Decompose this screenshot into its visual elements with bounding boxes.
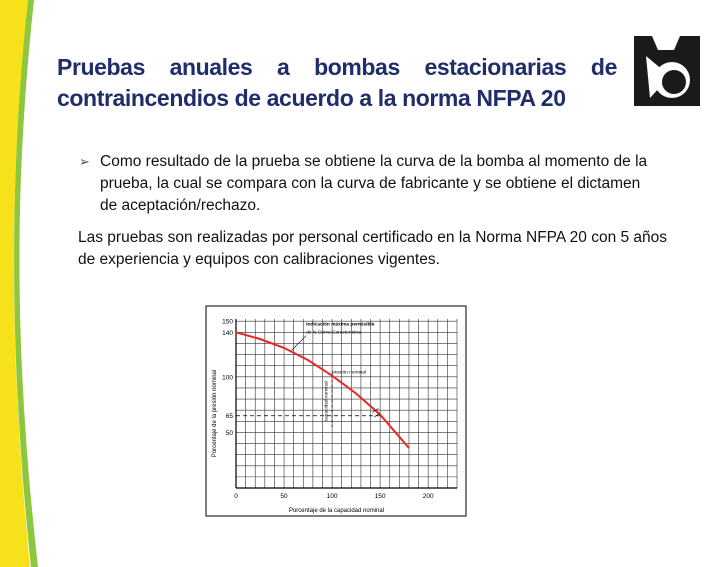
x-tick-label: 200 (422, 493, 434, 500)
chart-frame (206, 306, 466, 516)
title-word: de (590, 54, 617, 80)
x-tick-label: 50 (280, 493, 288, 500)
y-tick-label: 150 (222, 318, 233, 326)
bullet-arrow-icon: ➢ (79, 154, 90, 169)
title-word: a (277, 54, 290, 80)
x-tick-label: 0 (234, 493, 238, 500)
x-axis-label: Porcentaje de la capacidad nominal (288, 508, 385, 514)
title-word: bombas (314, 54, 400, 80)
chart-annotation: capacidad nominal (324, 381, 330, 422)
title-word: Pruebas (57, 54, 145, 80)
title-word: anuales (169, 54, 253, 80)
y-tick-label: 50 (225, 429, 233, 437)
bullet-text: Como resultado de la prueba se obtiene la curva de la bomba al momento de la prueba, la cual se compara con la curva de fabricante y se obtiene el dictamen de aceptación/rechazo. (100, 153, 648, 214)
y-tick-label: 65 (225, 413, 233, 421)
chart-annotation: presión nominal (332, 370, 366, 376)
logo-dark-center (662, 70, 686, 94)
left-accent-decoration (0, 0, 60, 567)
title-line-1 (57, 52, 617, 83)
y-axis-label: Porcentaje de la presión nominal (212, 369, 218, 458)
paragraph: Las pruebas son realizadas por personal certificado en la Norma NFPA 20 con 5 años de experiencia y equipos con calibraciones vigentes. (78, 229, 668, 268)
y-tick-label: 100 (222, 374, 233, 382)
title-word: estacionarias (424, 54, 567, 80)
y-tick-label: 140 (222, 329, 233, 337)
page-title (57, 52, 617, 114)
bullet-item (79, 151, 659, 217)
x-tick-label: 150 (374, 493, 386, 500)
title-line-2: contraincendios de acuerdo a la norma NFPA 20 (57, 85, 566, 111)
x-tick-label: 100 (326, 493, 338, 500)
pump-curve-chart (205, 305, 467, 517)
chart-annotation: de la Curva Característica (306, 330, 362, 336)
company-logo (634, 36, 700, 106)
chart-annotation: Indicación máxima permisible (306, 322, 375, 328)
